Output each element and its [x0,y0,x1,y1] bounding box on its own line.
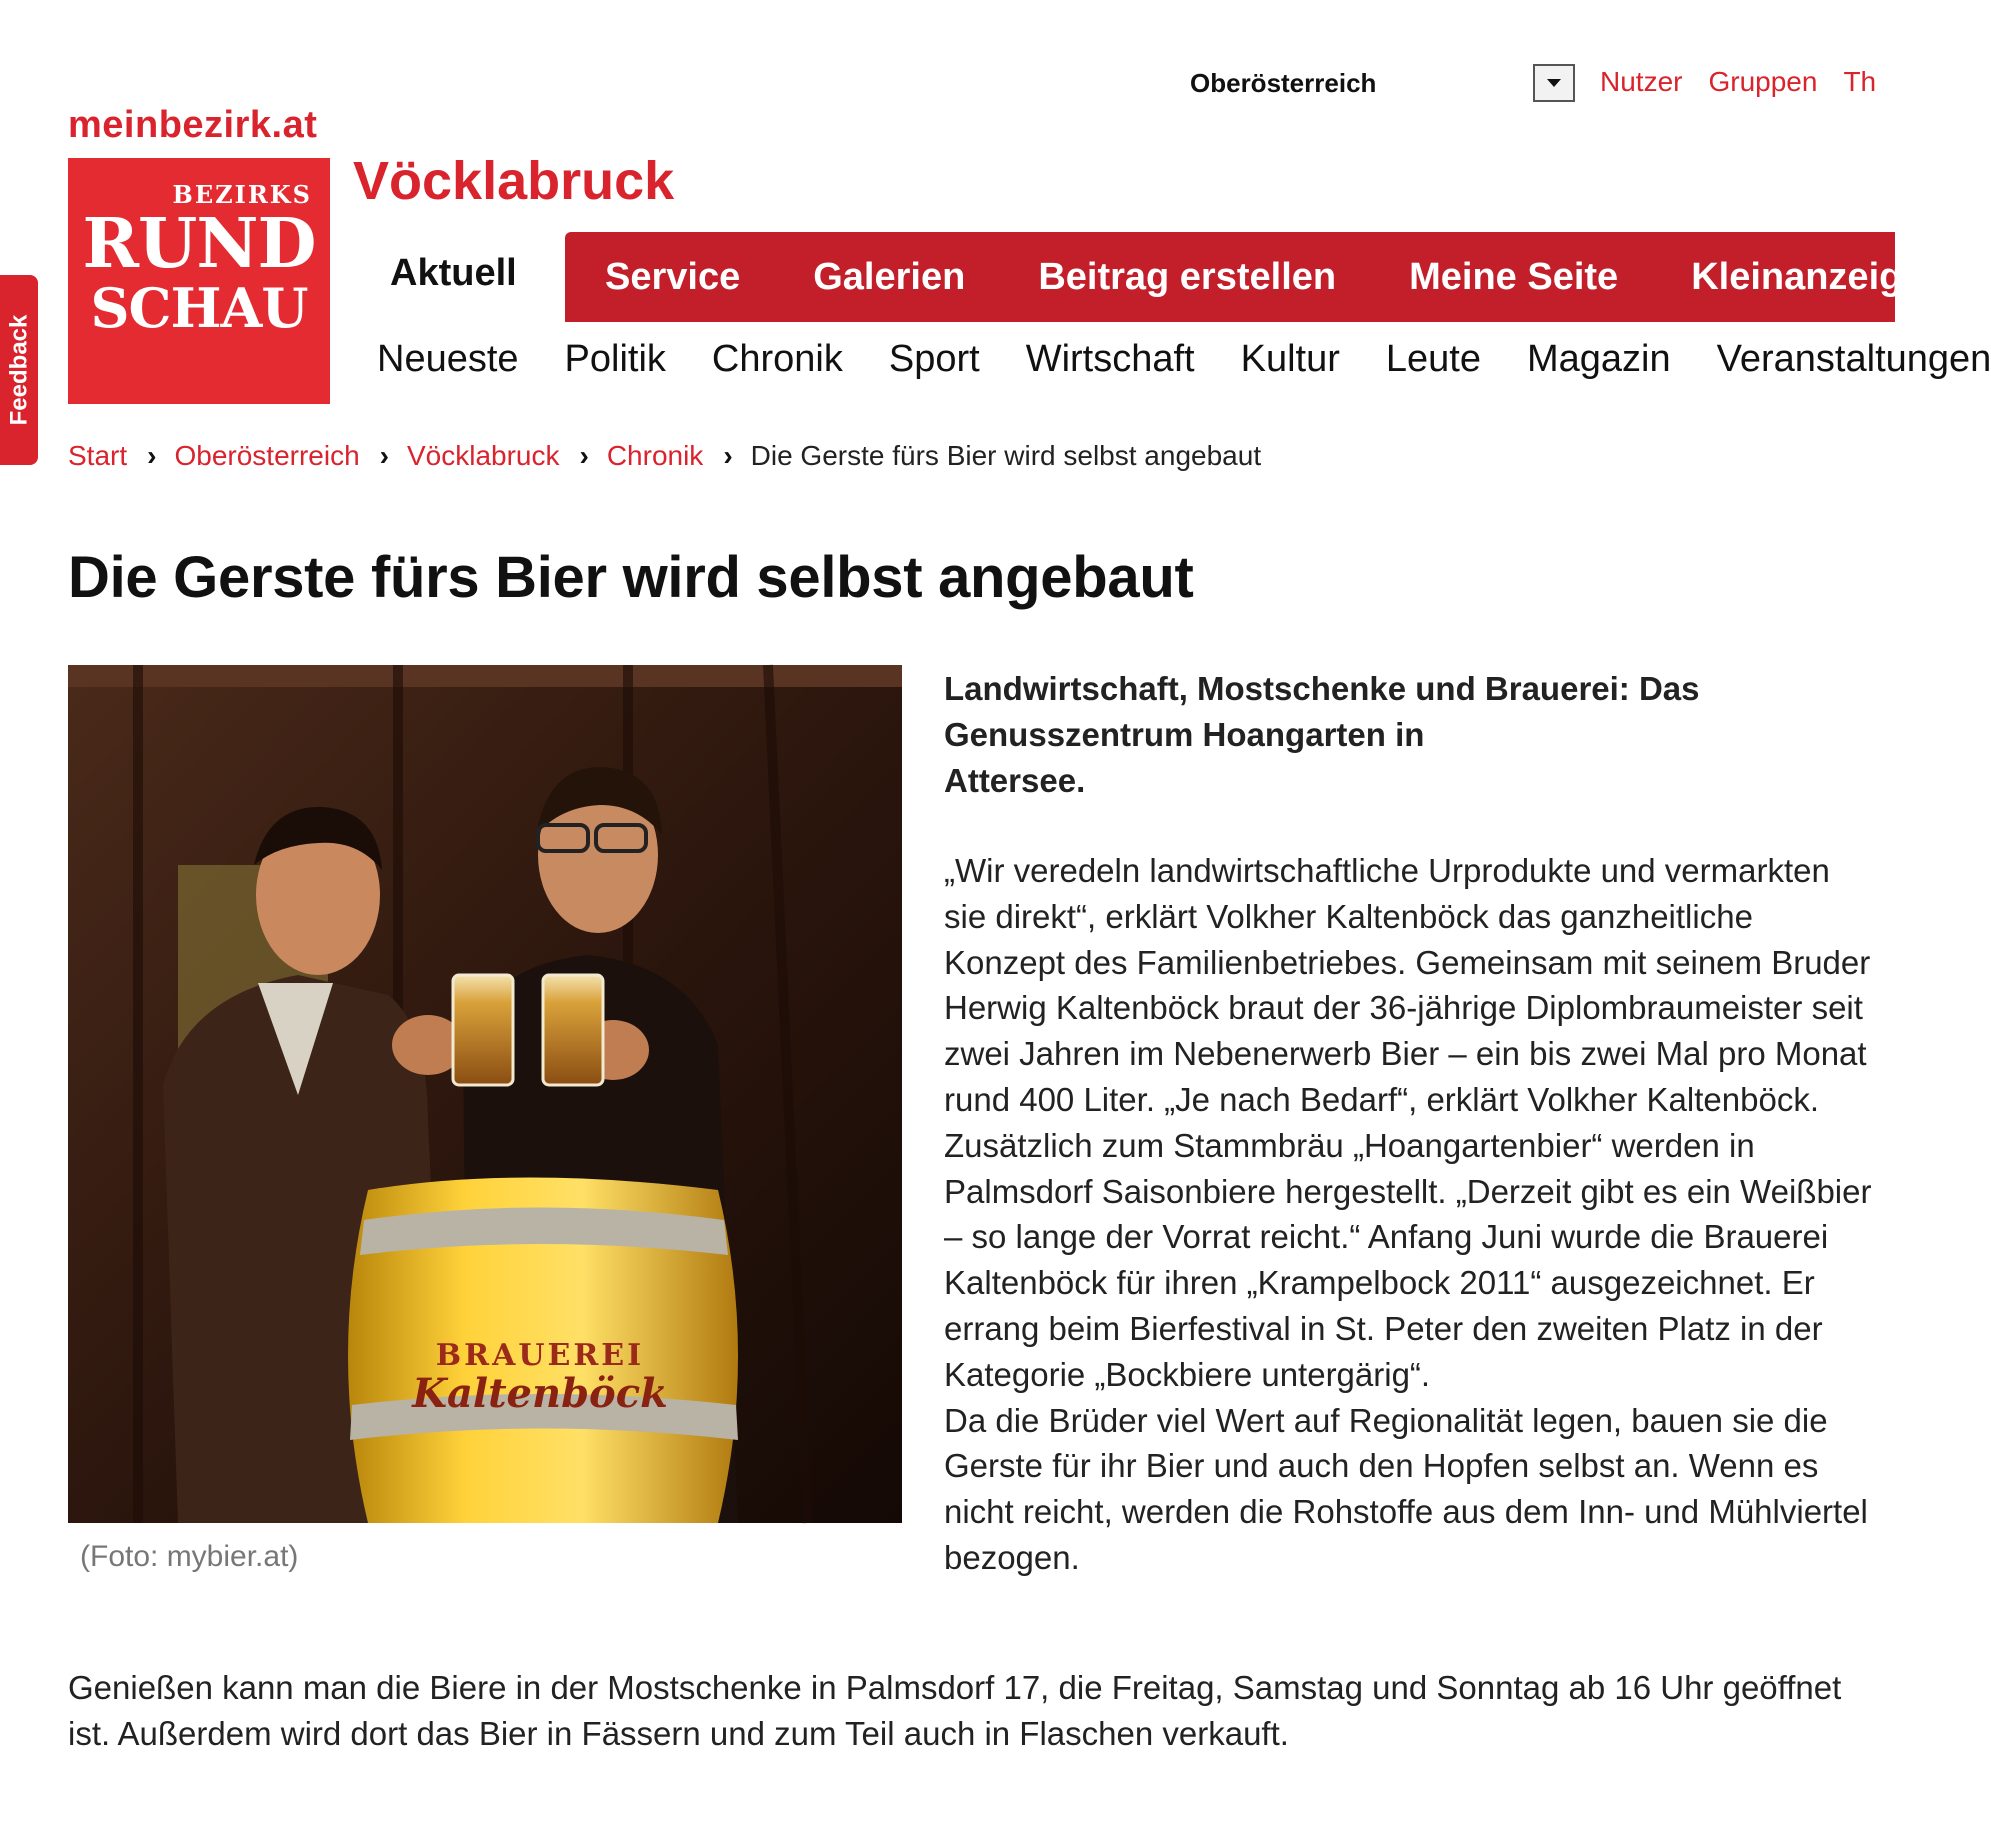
logo-line-rund: RUND [82,204,316,284]
logo-line-bezirks: BEZIRKS [172,180,312,209]
subnav-item-neueste[interactable]: Neueste [377,338,519,380]
main-nav [565,232,1947,322]
body-paragraph: „Wir veredeln landwirtschaftliche Urprodukte und vermarkten sie direkt“, erklärt Volkher Kaltenböck das ganzheitliche Konzept des Familienbetriebes. Gemeinsam mit seinem Bruder Herwig Kaltenböck braut der 36-jährige Diplombraumeister seit zwei Jahren im Nebenerwerb Bier – ein bis zwei Mal pro Monat rund 400 Liter. „Je nach Bedarf“, erklärt Volkher Kaltenböck. Zusätzlich zum Stammbräu „Hoangartenbier“ werden in Palmsdorf Saisonbiere hergestellt. „Derzeit gibt es ein Weißbier – so lange der Vorrat reicht.“ Anfang Juni wurde die Brauerei Kaltenböck für ihren „Krampelbock 2011“ ausgezeichnet. Er errang beim Bierfestival in St. Peter den zweiten Platz in der Kategorie „Bockbiere untergärig“. [944,852,1872,1393]
top-link-themen[interactable]: Th [1843,66,1877,97]
lead-line: Landwirtschaft, Mostschenke und Brauerei: Das [944,670,1700,707]
feedback-label: Feedback [5,314,32,426]
subnav-item-magazin[interactable]: Magazin [1526,338,1671,380]
top-links [1600,66,1877,98]
subnav-item-sport[interactable]: Sport [888,338,980,380]
nav-item-beitrag-erstellen[interactable]: Beitrag erstellen [1038,255,1337,298]
article-title: Die Gerste fürs Bier wird selbst angebaut [68,545,1194,610]
nav-item-galerien[interactable]: Galerien [813,255,966,298]
breadcrumb-voecklabruck[interactable]: Vöcklabruck [406,440,560,471]
breadcrumb-start[interactable]: Start [68,440,128,471]
photo-caption: (Foto: mybier.at) [80,1540,299,1573]
lead-line: Attersee. [944,762,1086,799]
region-select[interactable] [1180,60,1575,106]
sub-nav [377,338,1991,381]
logo-line-schau: SCHAU [90,276,308,340]
barrel-logo [411,1338,668,1417]
barrel-text-brauerei: BRAUEREI [435,1338,645,1373]
body-paragraph: Genießen kann man die Biere in der Mostschenke in Palmsdorf 17, die Freitag, Samstag und Sonntag ab 16 Uhr geöffnet ist. Außerdem wird dort das Bier in Fässern und zum Teil auch in Flaschen verkauft. [68,1669,1842,1752]
lead-line: Genusszentrum Hoangarten in [944,716,1425,753]
region-select-value: Oberösterreich [1190,67,1377,98]
article-body-bottom [68,1665,1878,1757]
subnav-item-leute[interactable]: Leute [1385,338,1481,380]
breadcrumb-current: Die Gerste fürs Bier wird selbst angebaut [750,440,1262,471]
bezirksrundschau-logo[interactable] [68,158,330,404]
nav-item-meine-seite[interactable]: Meine Seite [1409,255,1619,298]
article-photo[interactable] [68,665,902,1523]
subnav-item-kultur[interactable]: Kultur [1240,338,1340,380]
chevron-down-icon[interactable] [1533,64,1575,102]
breadcrumb [68,440,1261,472]
subnav-item-wirtschaft[interactable]: Wirtschaft [1025,338,1195,380]
article-body [944,848,1879,1581]
nav-item-service[interactable]: Service [605,255,741,298]
breadcrumb-chronik[interactable]: Chronik [606,440,704,471]
barrel-text-kaltenboeck: Kaltenböck [412,1370,668,1417]
breadcrumb-separator-icon: › [579,440,589,471]
site-brand[interactable]: meinbezirk.at [68,104,318,146]
breadcrumb-separator-icon: › [723,440,733,471]
feedback-tab[interactable] [0,275,38,465]
breadcrumb-oberoesterreich[interactable]: Oberösterreich [174,440,360,471]
breadcrumb-separator-icon: › [147,440,157,471]
nav-item-aktuell[interactable]: Aktuell [390,252,517,294]
subnav-item-veranstaltungen[interactable]: Veranstaltungen [1716,338,1991,380]
nav-item-kleinanzeigen[interactable]: Kleinanzeigen [1691,255,1947,298]
top-link-gruppen[interactable]: Gruppen [1708,66,1818,97]
article-lead [944,666,1844,804]
body-paragraph: Da die Brüder viel Wert auf Regionalität legen, bauen sie die Gerste für ihr Bier und auch den Hopfen selbst an. Wenn es nicht reicht, werden die Rohstoffe aus dem Inn- und Mühlviertel bezogen. [944,1401,1868,1576]
subnav-item-politik[interactable]: Politik [564,338,666,380]
subnav-item-chronik[interactable]: Chronik [711,338,843,380]
top-link-nutzer[interactable]: Nutzer [1600,66,1683,97]
photo-illustration [68,665,902,1523]
breadcrumb-separator-icon: › [379,440,389,471]
district-title: Vöcklabruck [353,151,675,211]
